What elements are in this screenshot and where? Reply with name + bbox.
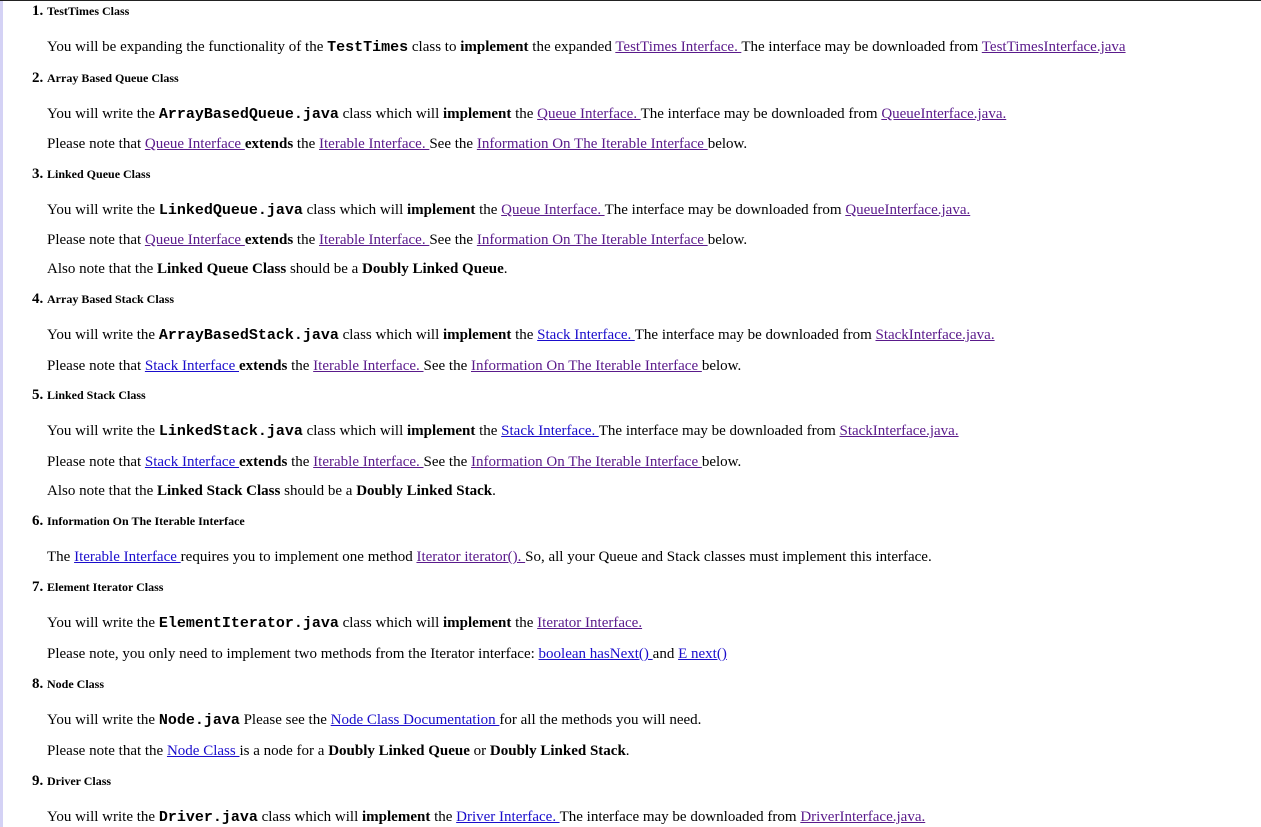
- text: The interface may be downloaded from: [598, 423, 840, 439]
- text: the: [511, 327, 538, 343]
- paragraph: [47, 711, 1126, 730]
- testtimes-interface-file-link[interactable]: TestTimesInterface.java: [981, 39, 1126, 55]
- stack-interface-link[interactable]: Stack Interface: [144, 358, 239, 374]
- text: So, all your Queue and Stack classes must implement this interface.: [525, 549, 932, 565]
- text: is a node for a: [239, 743, 329, 759]
- paragraph: [47, 614, 1126, 633]
- emphasis: extends: [244, 136, 294, 152]
- class-name: LinkedQueue.java: [158, 202, 303, 219]
- section-iterable-info: [32, 513, 1126, 566]
- text: See the: [429, 136, 477, 152]
- text: You will write the: [47, 712, 159, 728]
- text: Please note that: [47, 454, 145, 470]
- iterable-info-link[interactable]: Information On The Iterable Interface: [476, 232, 708, 248]
- text: and: [652, 646, 679, 662]
- paragraph: [47, 105, 1126, 124]
- class-name: TestTimes: [327, 39, 409, 56]
- driver-interface-file-link[interactable]: DriverInterface.java.: [800, 809, 926, 825]
- paragraph: [47, 482, 1126, 500]
- paragraph: [47, 422, 1126, 441]
- text: the: [287, 358, 314, 374]
- text: Please see the: [239, 712, 331, 728]
- text: or: [469, 743, 490, 759]
- iterator-method-link[interactable]: Iterator iterator().: [416, 549, 526, 565]
- emphasis: implement: [460, 39, 529, 55]
- text: Please note that: [47, 358, 145, 374]
- text: Please note that the: [47, 743, 167, 759]
- text: should be a: [280, 483, 357, 499]
- class-name: Driver.java: [158, 809, 258, 826]
- text: the: [293, 232, 319, 248]
- text: the: [475, 202, 502, 218]
- text: You will be expanding the functionality of the: [47, 39, 328, 55]
- text: below.: [701, 358, 742, 374]
- paragraph: [47, 135, 1126, 153]
- text: Please note, you only need to implement two methods from the Iterator interface:: [47, 646, 539, 662]
- text: below.: [707, 136, 748, 152]
- section-linked-queue: [32, 166, 1126, 278]
- section-number: 4.: [32, 291, 44, 307]
- text: class which will: [302, 423, 407, 439]
- section-title: Linked Stack Class: [47, 388, 146, 402]
- section-number: 3.: [32, 166, 44, 182]
- text: class which will: [338, 615, 443, 631]
- text: Also note that the: [47, 483, 157, 499]
- section-heading: [32, 3, 1126, 19]
- iterable-interface-link[interactable]: Iterable Interface.: [319, 232, 430, 248]
- section-array-based-stack: [32, 291, 1126, 375]
- section-array-based-queue: [32, 70, 1126, 153]
- text: requires you to implement one method: [180, 549, 417, 565]
- paragraph: [47, 808, 1126, 827]
- emphasis: Doubly Linked Queue: [328, 743, 470, 759]
- iterator-interface-link[interactable]: Iterator Interface.: [537, 615, 643, 631]
- paragraph: [47, 201, 1126, 220]
- class-name: Node.java: [158, 712, 240, 729]
- text: class which will: [338, 327, 443, 343]
- text: the: [511, 106, 538, 122]
- section-number: 6.: [32, 513, 44, 529]
- section-title: TestTimes Class: [47, 4, 130, 18]
- paragraph: [47, 357, 1126, 375]
- text: class which will: [302, 202, 407, 218]
- emphasis: implement: [443, 615, 512, 631]
- section-number: 9.: [32, 773, 44, 789]
- iterable-interface-link[interactable]: Iterable Interface.: [313, 454, 424, 470]
- section-number: 2.: [32, 70, 44, 86]
- text: the: [511, 615, 538, 631]
- iterable-interface-link[interactable]: Iterable Interface.: [319, 136, 430, 152]
- queue-interface-link[interactable]: Queue Interface: [144, 136, 245, 152]
- text: below.: [701, 454, 742, 470]
- iterable-info-link[interactable]: Information On The Iterable Interface: [476, 136, 708, 152]
- section-title: Array Based Queue Class: [47, 71, 179, 85]
- emphasis: Linked Stack Class: [156, 483, 281, 499]
- emphasis: extends: [244, 232, 294, 248]
- section-node: [32, 676, 1126, 760]
- class-name: ElementIterator.java: [158, 615, 339, 632]
- section-number: 8.: [32, 676, 44, 692]
- section-title: Information On The Iterable Interface: [47, 514, 245, 528]
- iterable-info-link[interactable]: Information On The Iterable Interface: [471, 454, 702, 470]
- queue-interface-link[interactable]: Queue Interface.: [501, 202, 605, 218]
- section-title: Array Based Stack Class: [47, 292, 175, 306]
- text: You will write the: [47, 202, 159, 218]
- text: Please note that: [47, 232, 145, 248]
- section-driver: [32, 773, 1126, 827]
- emphasis: extends: [239, 358, 288, 374]
- text: class to: [408, 39, 461, 55]
- text: .: [492, 483, 496, 499]
- text: Also note that the: [47, 261, 157, 277]
- stack-interface-file-link[interactable]: StackInterface.java.: [839, 423, 959, 439]
- text: You will write the: [47, 809, 159, 825]
- stack-interface-file-link[interactable]: StackInterface.java.: [875, 327, 995, 343]
- node-documentation-link[interactable]: Node Class Documentation: [330, 712, 500, 728]
- paragraph: [47, 742, 1126, 760]
- text: Please note that: [47, 136, 145, 152]
- emphasis: Doubly Linked Stack: [356, 483, 493, 499]
- text: .: [625, 743, 630, 759]
- emphasis: Doubly Linked Queue: [362, 261, 504, 277]
- section-element-iterator: [32, 579, 1126, 663]
- emphasis: Doubly Linked Stack: [489, 743, 626, 759]
- section-heading: [32, 291, 1126, 307]
- driver-interface-link[interactable]: Driver Interface.: [456, 809, 560, 825]
- text: .: [503, 261, 508, 277]
- section-linked-stack: [32, 387, 1126, 500]
- section-title: Node Class: [47, 677, 105, 691]
- queue-interface-link[interactable]: Queue Interface: [144, 232, 245, 248]
- text: You will write the: [47, 106, 159, 122]
- section-number: 7.: [32, 579, 44, 595]
- paragraph: [47, 326, 1126, 345]
- paragraph: [47, 38, 1126, 57]
- queue-interface-file-link[interactable]: QueueInterface.java.: [881, 106, 1007, 122]
- class-name: ArrayBasedStack.java: [158, 327, 339, 344]
- section-heading: [32, 387, 1126, 403]
- paragraph: [47, 548, 1126, 566]
- emphasis: Linked Queue Class: [156, 261, 287, 277]
- paragraph: [47, 231, 1126, 249]
- next-method-link[interactable]: E next(): [678, 646, 727, 662]
- text: the: [430, 809, 457, 825]
- iterable-interface-link[interactable]: Iterable Interface: [74, 549, 181, 565]
- paragraph: [47, 260, 1126, 278]
- text: the: [475, 423, 502, 439]
- section-heading: [32, 166, 1126, 182]
- section-heading: [32, 676, 1126, 692]
- text: The interface may be downloaded from: [741, 39, 982, 55]
- section-title: Driver Class: [47, 774, 112, 788]
- stack-interface-link[interactable]: Stack Interface: [144, 454, 239, 470]
- emphasis: extends: [239, 454, 288, 470]
- class-name: ArrayBasedQueue.java: [158, 106, 339, 123]
- paragraph: [47, 645, 1126, 663]
- section-number: 1.: [32, 3, 44, 19]
- section-heading: [32, 579, 1126, 595]
- iterable-info-link[interactable]: Information On The Iterable Interface: [471, 358, 702, 374]
- stack-interface-link[interactable]: Stack Interface.: [537, 327, 635, 343]
- section-heading: [32, 513, 1126, 529]
- text: the: [293, 136, 319, 152]
- emphasis: implement: [407, 202, 476, 218]
- iterable-interface-link[interactable]: Iterable Interface.: [313, 358, 424, 374]
- class-name: LinkedStack.java: [158, 423, 303, 440]
- queue-interface-file-link[interactable]: QueueInterface.java.: [845, 202, 971, 218]
- text: See the: [423, 358, 471, 374]
- text: The interface may be downloaded from: [640, 106, 882, 122]
- section-title: Element Iterator Class: [47, 580, 164, 594]
- paragraph: [47, 453, 1126, 471]
- emphasis: implement: [443, 327, 512, 343]
- text: should be a: [286, 261, 363, 277]
- section-heading: [32, 70, 1126, 86]
- section-testtimes: [32, 0, 1126, 57]
- text: for all the methods you will need.: [499, 712, 702, 728]
- stack-interface-link[interactable]: Stack Interface.: [501, 423, 599, 439]
- text: You will write the: [47, 327, 159, 343]
- emphasis: implement: [407, 423, 476, 439]
- text: The: [47, 549, 75, 565]
- text: The interface may be downloaded from: [604, 202, 846, 218]
- queue-interface-link[interactable]: Queue Interface.: [537, 106, 641, 122]
- text: The interface may be downloaded from: [634, 327, 876, 343]
- text: See the: [423, 454, 471, 470]
- text: below.: [707, 232, 748, 248]
- section-title: Linked Queue Class: [47, 167, 151, 181]
- text: class which will: [257, 809, 362, 825]
- emphasis: implement: [362, 809, 431, 825]
- hasnext-method-link[interactable]: boolean hasNext(): [538, 646, 653, 662]
- text: See the: [429, 232, 477, 248]
- text: The interface may be downloaded from: [559, 809, 801, 825]
- section-number: 5.: [32, 387, 44, 403]
- text: the expanded: [528, 39, 616, 55]
- testtimes-interface-link[interactable]: TestTimes Interface.: [615, 39, 742, 55]
- emphasis: implement: [443, 106, 512, 122]
- text: the: [287, 454, 314, 470]
- text: You will write the: [47, 423, 159, 439]
- node-class-link[interactable]: Node Class: [166, 743, 240, 759]
- text: class which will: [338, 106, 443, 122]
- text: You will write the: [47, 615, 159, 631]
- section-heading: [32, 773, 1126, 789]
